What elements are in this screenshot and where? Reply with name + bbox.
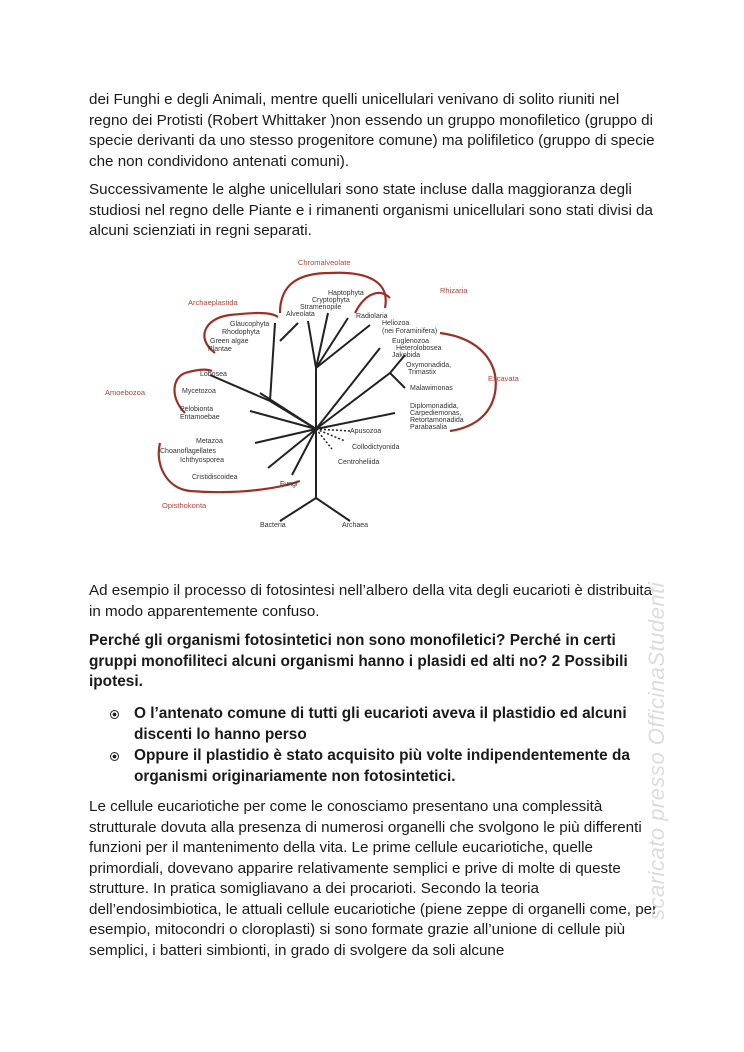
bullet-icon bbox=[110, 710, 119, 719]
group-opisthokonta: Opisthokonta bbox=[162, 501, 207, 510]
taxon-trimastix: Trimastix bbox=[408, 369, 437, 376]
taxon-pelobionta: Pelobionta bbox=[180, 406, 214, 413]
paragraph-eukaryotic-cells bbox=[89, 797, 659, 961]
taxon-choanoflagellates: Choanoflagellates bbox=[160, 448, 217, 455]
list-item bbox=[108, 704, 648, 745]
taxon-foraminifera: (nei Foraminifera) bbox=[382, 328, 438, 335]
taxon-collodictyonida: Collodictyonida bbox=[352, 444, 400, 451]
group-excavata: Excavata bbox=[488, 374, 519, 383]
watermark-text: scaricato presso OfficinaStudenti bbox=[644, 581, 669, 920]
taxon-mycetozoa: Mycetozoa bbox=[182, 388, 216, 395]
taxon-stramenopile: Stramenopile bbox=[300, 304, 342, 311]
taxon-haptophyta: Haptophyta bbox=[328, 290, 364, 297]
term-animali: Animali bbox=[212, 91, 263, 108]
bullet-icon bbox=[110, 752, 119, 761]
term-cellule-eucariotiche: cellule eucariotiche bbox=[110, 798, 240, 815]
text-run: che svolgono le più differenti funzioni per il mantenimento della vita. Le prime cellule eucariotiche, quelle primordiali, dovevano apparire relativamente semplici e prive di molte di queste strutture. In pratica somigliavano a dei procarioti. Secondo la teoria dell’endosimbiotica, le attuali cellule eucariotiche (piene zeppe di organelli come, per esempio, mitocondri o cloroplasti) si sono formate grazie all’unione di cellule più semplici, i batteri simbionti, in grado di svolgere da soli alcune bbox=[89, 818, 658, 959]
taxon-green-algae: Green algae bbox=[210, 338, 249, 345]
term-funghi: Funghi bbox=[113, 91, 160, 108]
taxon-archaea: Archaea bbox=[342, 522, 369, 529]
taxon-carpediemonas: Carpediemonas, bbox=[410, 410, 462, 417]
taxon-entamoebae: Entamoebae bbox=[180, 414, 220, 421]
paragraph-kingdoms bbox=[89, 90, 659, 172]
watermark bbox=[608, 540, 678, 920]
taxon-parabasalia: Parabasalia bbox=[410, 424, 447, 431]
term-robert-whittaker: Robert Whittaker bbox=[212, 111, 327, 129]
hypotheses-list bbox=[108, 704, 648, 788]
taxon-ichthyosporea: Ichthyosporea bbox=[180, 457, 224, 464]
taxon-metazoa: Metazoa bbox=[196, 438, 223, 445]
eukaryote-tree-figure bbox=[100, 253, 520, 533]
taxon-plantae: Plantae bbox=[208, 346, 232, 353]
text-run: per come le conosciamo presentano una complessità strutturale dovuta alla presenza di numerosi bbox=[89, 798, 603, 836]
text-run: e degli bbox=[159, 91, 213, 108]
group-rhizaria: Rhizaria bbox=[440, 286, 468, 295]
paragraph-algae: Successivamente le alghe unicellulari sono state incluse dalla maggioranza degli studiosi nel regno delle Piante e i rimanenti organismi unicellulari sono stati divisi da alcuni scienziati in regni separati. bbox=[89, 181, 653, 239]
group-archaeplastida: Archaeplastida bbox=[188, 298, 238, 307]
taxon-rhodophyta: Rhodophyta bbox=[222, 329, 260, 336]
taxon-radiolaria: Radiolaria bbox=[356, 313, 388, 320]
taxon-apusozoa: Apusozoa bbox=[350, 428, 382, 435]
paragraph-question: Perché gli organismi fotosintetici non sono monofiletici? Perché in certi gruppi monofiliteci alcuni organismi hanno i plasidi ed alti no? 2 Possibili ipotesi. bbox=[89, 632, 628, 690]
group-amoebozoa: Amoebozoa bbox=[105, 388, 146, 397]
taxon-heliozoa: Heliozoa bbox=[382, 320, 410, 327]
taxon-heterolobosea: Heterolobosea bbox=[396, 345, 442, 352]
text-run: , mentre quelli unicellulari venivano di solito riuniti nel regno dei bbox=[89, 91, 620, 129]
paragraph-photosynthesis: Ad esempio il processo di fotosintesi nell’albero della vita degli eucarioti è distribuita in modo apparentemente confuso. bbox=[89, 582, 653, 620]
text-run: )non essendo un gruppo monofiletico (gruppo di specie derivanti da uno stesso progenitore comune) ma polifiletico (gruppo di specie che non condividono antenati comuni). bbox=[89, 111, 655, 170]
hypothesis-2: Oppure il plastidio è stato acquisito più volte indipendentemente da organismi originariamente non fotosintetici. bbox=[134, 747, 630, 785]
group-chromalveolata: Chromalveolate bbox=[298, 258, 351, 267]
taxon-diplomonadida: Diplomonadida, bbox=[410, 403, 459, 410]
taxon-lobosea: Lobosea bbox=[200, 371, 227, 378]
taxon-cryptophyta: Cryptophyta bbox=[312, 297, 350, 304]
taxon-glaucophyta: Glaucophyta bbox=[230, 321, 270, 328]
term-organelli: organelli bbox=[387, 818, 446, 836]
text-run: ( bbox=[202, 111, 213, 129]
list-item bbox=[108, 746, 648, 787]
tree-dashed-branches bbox=[316, 429, 350, 449]
hypothesis-1: O l’antenato comune di tutti gli eucarioti aveva il plastidio ed alcuni discenti lo hanno perso bbox=[134, 705, 627, 743]
text-run: dei bbox=[89, 91, 114, 108]
taxon-retortamonadida: Retortamonadida bbox=[410, 417, 464, 424]
taxon-bacteria: Bacteria bbox=[260, 522, 286, 529]
taxon-cristidiscoidea: Cristidiscoidea bbox=[192, 474, 238, 481]
term-protisti: Protisti bbox=[156, 111, 203, 129]
taxon-euglenozoa: Euglenozoa bbox=[392, 338, 429, 345]
taxon-alveolata: Alveolata bbox=[286, 311, 315, 318]
taxon-jakobida: Jakobida bbox=[392, 352, 421, 359]
taxon-malawimonas: Malawimonas bbox=[410, 385, 453, 392]
taxon-centroheliida: Centroheliida bbox=[338, 459, 380, 466]
taxon-fungi: Fungi bbox=[280, 481, 298, 488]
taxon-oxymonadida: Oxymonadida, bbox=[406, 362, 452, 369]
text-run: Le bbox=[89, 798, 111, 815]
